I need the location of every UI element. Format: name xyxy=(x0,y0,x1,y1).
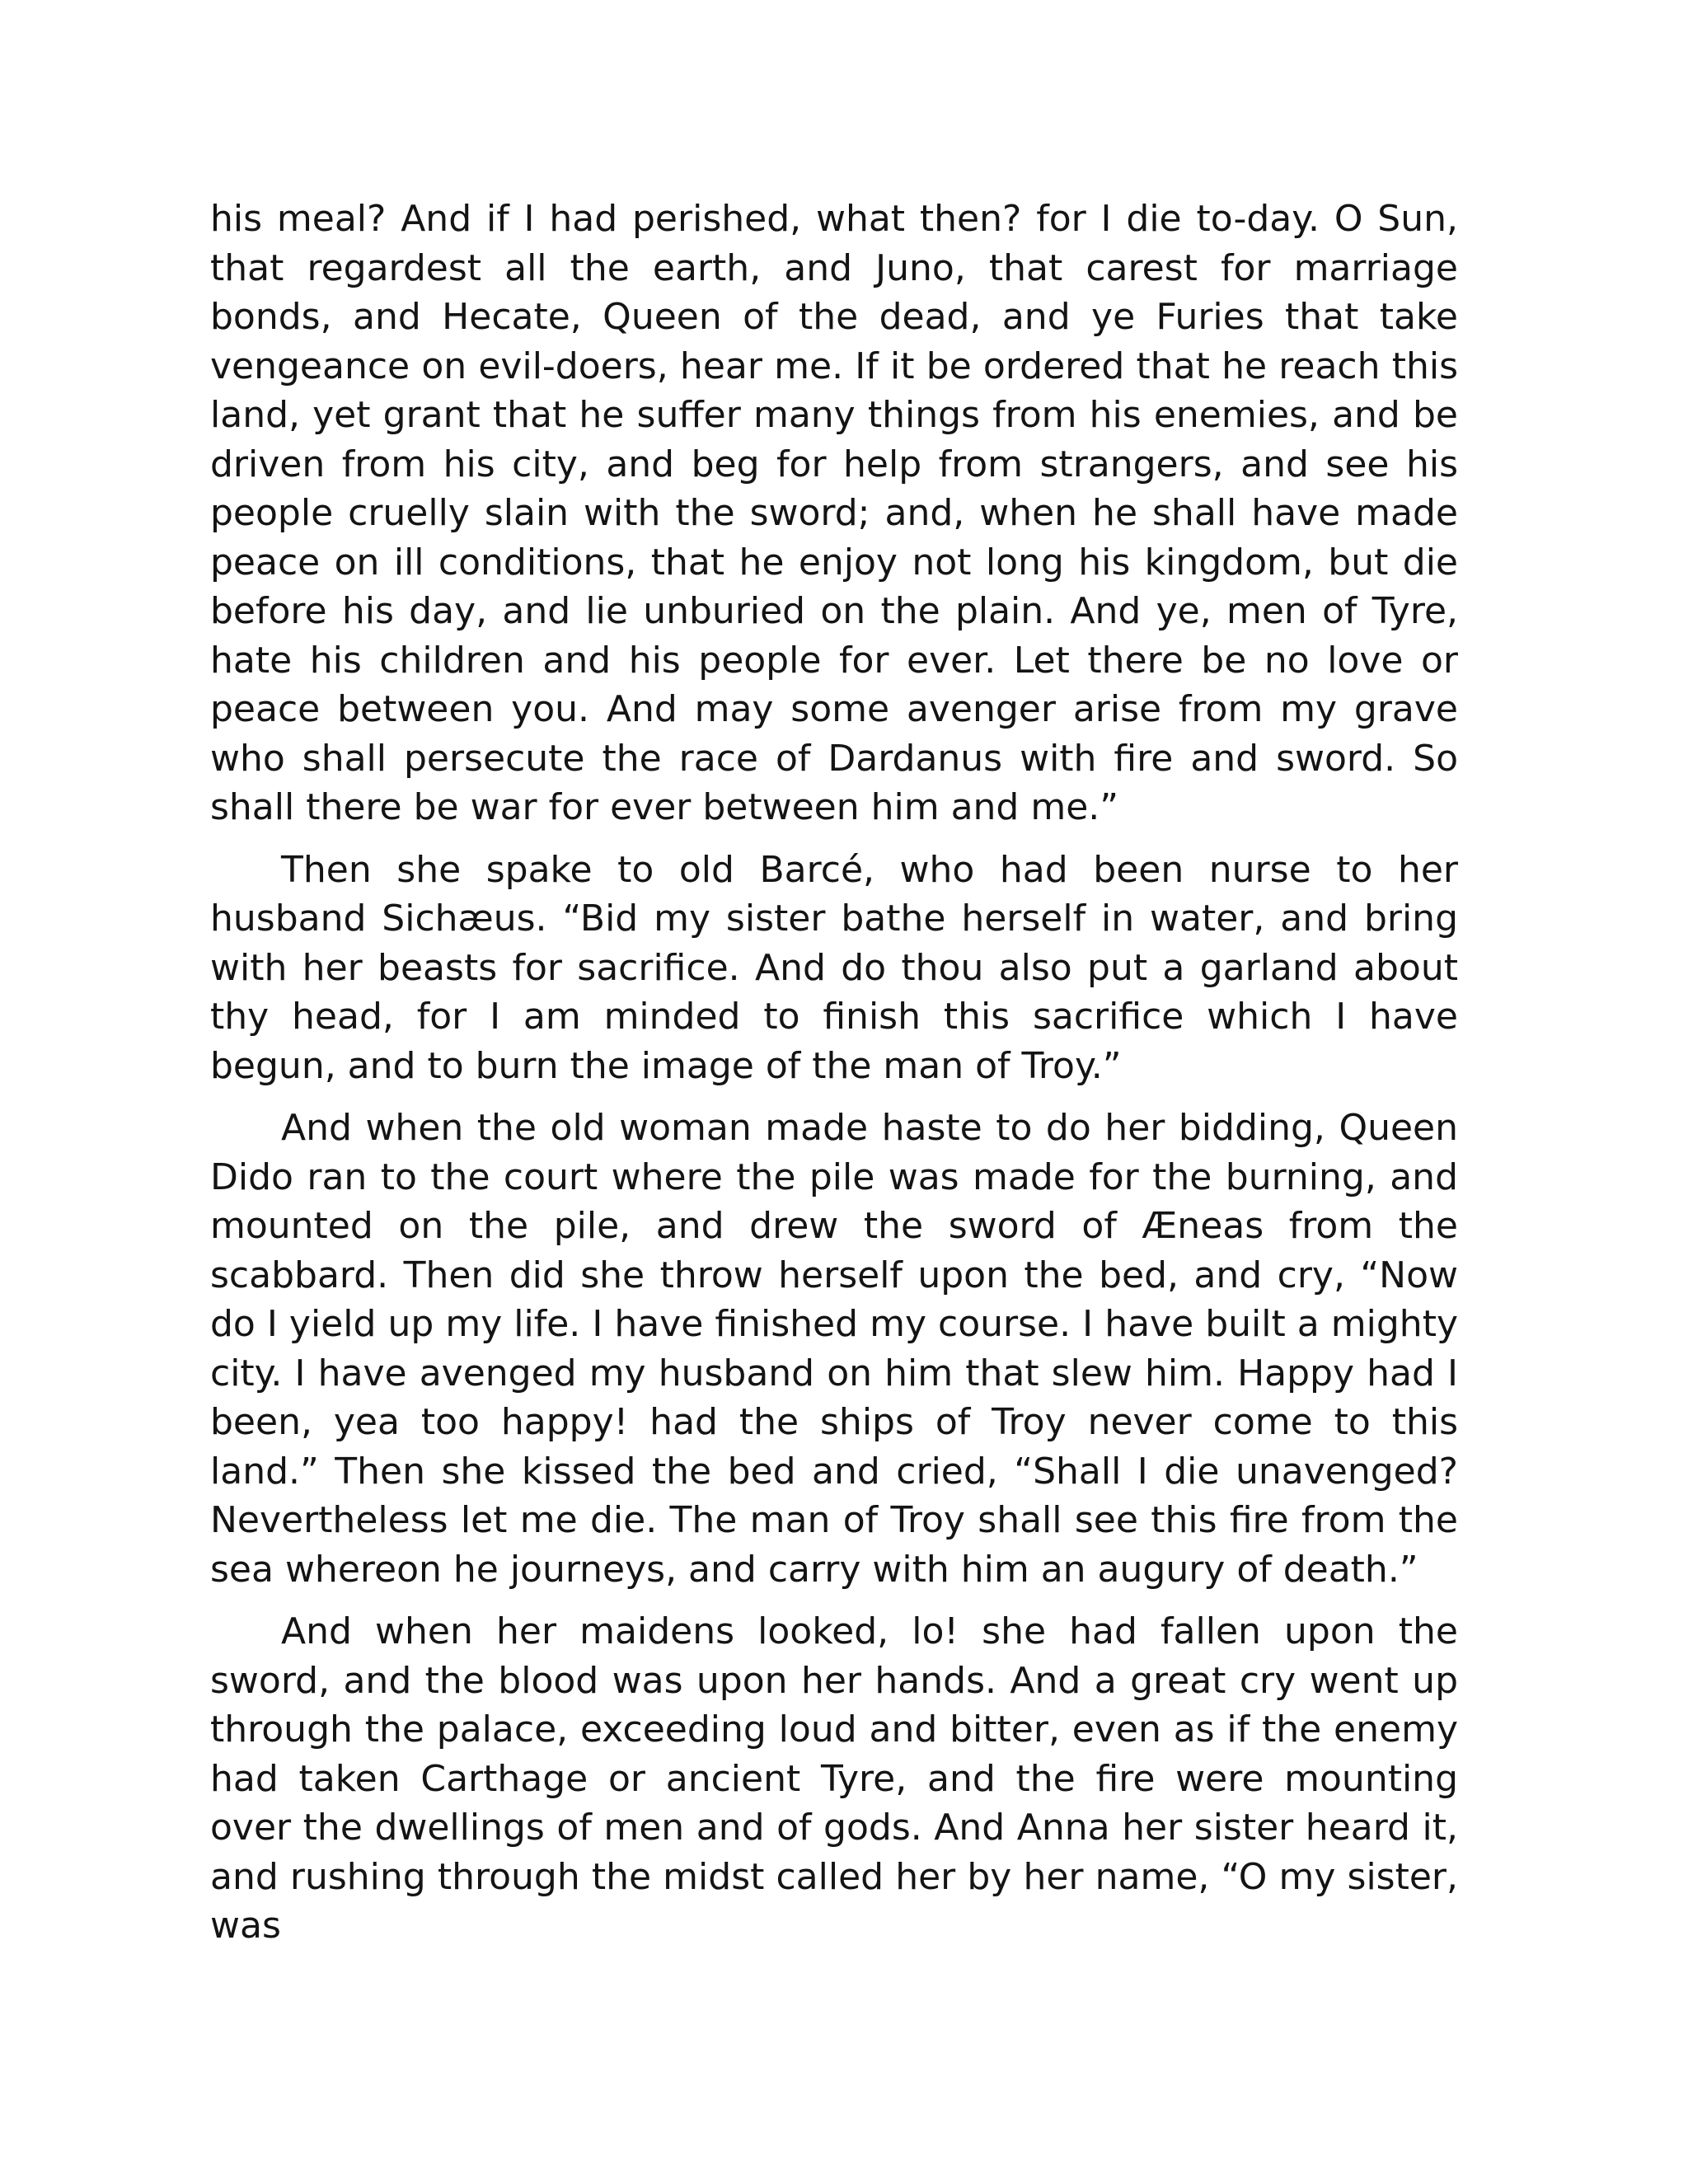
paragraph-dido-pyre: And when the old woman made haste to do her bidding, Queen Dido ran to the court where the pile was made for the burning, and mounted on the pile, and drew the sword of Æneas from the scabbard. Then did she throw herself upon the bed, and cry, “Now do I yield up my life. I have finished my course. I have built a mighty city. I have avenged my husband on him that slew him. Happy had I been, yea too happy! had the ships of Troy never come to this land.” Then she kissed the bed and cried, “Shall I die unavenged? Nevertheless let me die. The man of Troy shall see this fire from the sea whereon he journeys, and carry with him an augury of death.” xyxy=(210,1107,1458,1591)
paragraph-continued: his meal? And if I had perished, what then? for I die to-day. O Sun, that regardest all the earth, and Juno, that carest for marriage bonds, and Hecate, Queen of the dead, and ye Furies that take vengeance on evil-doers, hear me. If it be ordered that he reach this land, yet grant that he suffer many things from his enemies, and be driven from his city, and beg for help from strangers, and see his people cruelly slain with the sword; and, when he shall have made peace on ill conditions, that he enjoy not long his kingdom, but die before his day, and lie unburied on the plain. And ye, men of Tyre, hate his children and his people for ever. Let there be no love or peace between you. And may some avenger arise from my grave who shall persecute the race of Dardanus with fire and sword. So shall there be war for ever between him and me.” xyxy=(210,198,1458,828)
paragraph-maidens: And when her maidens looked, lo! she had fallen upon the sword, and the blood was upon her hands. And a great cry went up through the palace, exceeding loud and bitter, even as if the enemy had taken Carthage or ancient Tyre, and the fire were mounting over the dwellings of men and of gods. And Anna her sister heard it, and rushing through the midst called her by her name, “O my sister, was xyxy=(210,1610,1458,1947)
paragraph-barce: Then she spake to old Barcé, who had been nurse to her husband Sichæus. “Bid my sister bathe herself in water, and bring with her beasts for sacrifice. And do thou also put a garland about thy head, for I am minded to finish this sacrifice which I have begun, and to burn the image of the man of Troy.” xyxy=(210,848,1458,1087)
text-column xyxy=(210,194,1458,1951)
